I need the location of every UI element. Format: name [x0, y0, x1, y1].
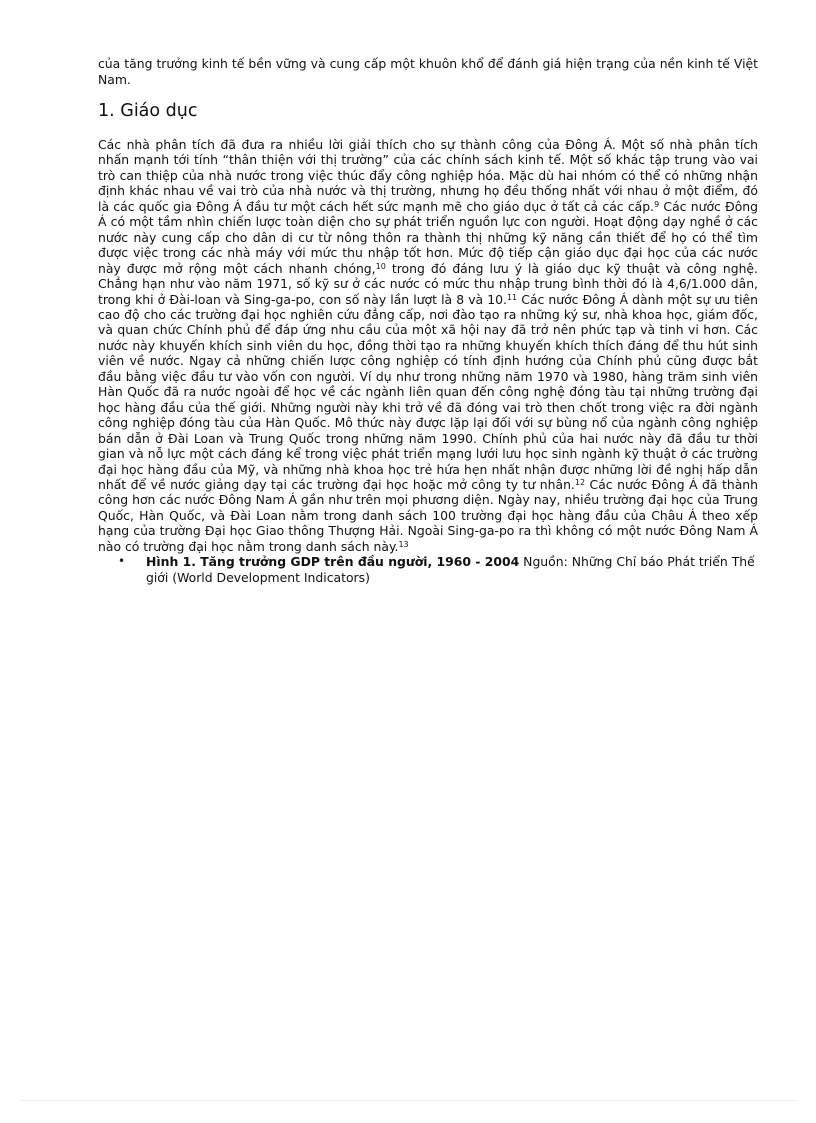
- figure-source: Nguồn: Những Chỉ báo Phát triển Thế giới (World Development Indicators): [146, 554, 755, 585]
- figure-title: Hình 1. Tăng trưởng GDP trên đầu người, 1960 - 2004: [146, 554, 520, 570]
- paragraph-text-5: Các nước Đông Á đã thành công hơn các nước Đông Nam Á gần như trên mọi phương diện. Ngày nay, nhiều trường đại học của Trung Quốc, Hàn Quốc, và Đài Loan nằm trong danh sách 100 trường đại học hàng đầu của Châu Á theo xếp hạng của trường Đại học Giao thông Thượng Hải. Ngoài Sing-ga-po ra thì không có một nước Đông Nam Á nào có trường đại học nằm trong danh sách này.: [98, 476, 758, 554]
- figure-caption: [118, 554, 758, 585]
- footnote-ref-11[interactable]: 11: [506, 292, 518, 302]
- intro-paragraph: của tăng trưởng kinh tế bền vững và cung cấp một khuôn khổ để đánh giá hiện trạng của nền kinh tế Việt Nam.: [98, 56, 758, 87]
- footnote-ref-13[interactable]: 13: [398, 539, 409, 549]
- footnote-ref-9[interactable]: 9: [654, 199, 660, 209]
- footnote-ref-10[interactable]: 10: [375, 261, 386, 271]
- figure-caption-list: [98, 554, 758, 585]
- footnote-ref-12[interactable]: 12: [574, 477, 586, 487]
- document-page: [98, 56, 758, 585]
- section-heading: 1. Giáo dục: [98, 101, 198, 121]
- bullet-icon: •: [118, 554, 126, 569]
- paragraph-text-3: trong đó đáng lưu ý là giáo dục kỹ thuật và công nghệ. Chẳng hạn như vào năm 1971, số kỹ sư ở các nước có mức thu nhập trung bình thời đó là 4,6/1.000 dân, trong khi ở Đài-loan và Sing-ga-po, con số này lần lượt là 8 và 10.: [98, 260, 758, 307]
- paragraph-text-1: Các nhà phân tích đã đưa ra nhiều lời giải thích cho sự thành công của Đông Á. Một số nhà phân tích nhấn mạnh tới tính “thân thiện với thị trường” của các chính sách kinh tế. Một số khác tập trung vào vai trò can thiệp của nhà nước trong việc thúc đẩy công nghiệp hóa. Mặc dù hai nhóm có thể có những nhận định khác nhau về vai trò của nhà nước và thị trường, nhưng họ đều thống nhất với nhau ở một điểm, đó là các quốc gia Đông Á đầu tư một cách hết sức mạnh mẽ cho giáo dục ở tất cả các cấp.: [98, 137, 758, 214]
- paragraph-text-4: Các nước Đông Á dành một sự ưu tiên cao độ cho các trường đại học nghiên cứu đẳng cấp, nơi đào tạo ra những ký sư, nhà khoa học, giám đốc, và quan chức Chính phủ để đáp ứng nhu cầu của một xã hội nay đã trở nên phức tạp và tinh vi hơn. Các nước này khuyến khích sinh viên du học, đồng thời tạo ra những khuyến khích thích đáng để thu hút sinh viên về nước. Ngay cả những chiến lược công nghiệp có tính định hướng của Chính phủ cũng được bắt đầu bằng việc đầu tư vào vốn con người. Ví dụ như trong những năm 1970 và 1980, hàng trăm sinh viên Hàn Quốc đã ra nước ngoài để học về các ngành liên quan đến công nghệ đóng tàu tại những trường đại học hàng đầu của thế giới. Những người này khi trở về đã đóng vai trò then chốt trong việc ra đời ngành công nghiệp đóng tàu của Hàn Quốc. Mô thức này được lặp lại đối với sự bùng nổ của ngành công nghiệp bán dẫn ở Đài Loan và Trung Quốc trong những năm 1990. Chính phủ của hai nước này đã đầu tư thời gian và nỗ lực một cách đáng kể trong việc phát triển mạng lưới lưu học sinh ngành kỹ thuật ở các trường đại học hàng đầu của Mỹ, và những nhà khoa học trẻ hứa hẹn nhất nhận được những lời đề nghị hấp dẫn nhất để về nước giảng dạy tại các trường đại học hoặc mở công ty tư nhân.: [98, 291, 758, 492]
- page-bottom-rule: [20, 1100, 796, 1101]
- body-paragraph: [98, 137, 758, 554]
- paragraph-text-2: Các nước Đông Á có một tầm nhìn chiến lược toàn diện cho sự phát triển nguồn lực con người. Hoạt động dạy nghề ở các nước này cung cấp cho dân di cư từ nông thôn ra thành thị những kỹ năng cần thiết để họ có thể tìm được việc trong các nhà máy với mức thu nhập tốt hơn. Mức độ tiếp cận giáo dục đại học của các nước này được mở rộng một cách nhanh chóng,: [98, 198, 758, 276]
